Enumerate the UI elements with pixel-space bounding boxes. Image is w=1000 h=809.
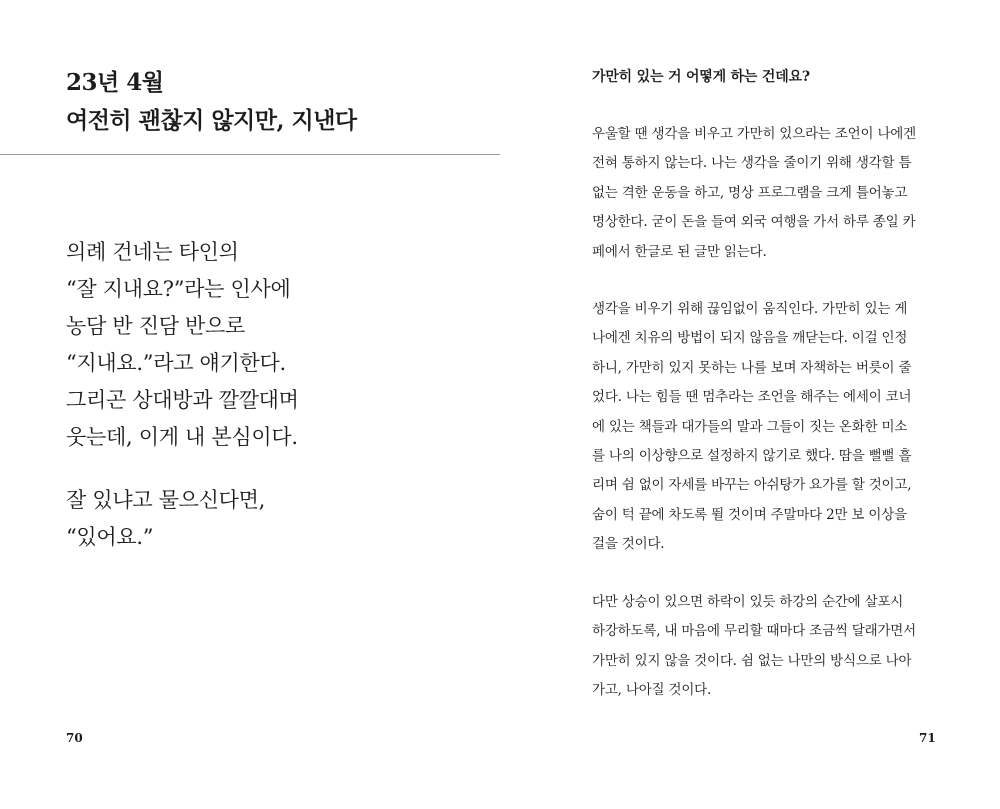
text-line: 에 있는 책들과 대가들의 말과 그들이 짓는 온화한 미소 xyxy=(592,418,908,435)
poem-line: 웃는데, 이게 내 본심이다. xyxy=(66,425,298,449)
right-page xyxy=(500,0,1000,809)
poem-stanza-2 xyxy=(66,482,486,556)
title-divider xyxy=(0,154,500,155)
text-line: 를 나의 이상향으로 설정하지 않기로 했다. 땀을 뻘뻘 흘 xyxy=(592,448,912,465)
poem-line: “있어요.” xyxy=(66,525,154,549)
text-line: 하강하도록, 내 마음에 무리할 때마다 조금씩 달래가면서 xyxy=(592,623,916,640)
body-text xyxy=(592,120,937,733)
text-line: 걸을 것이다. xyxy=(592,536,665,553)
poem xyxy=(66,234,486,582)
text-line: 전혀 통하지 않는다. 나는 생각을 줄이기 위해 생각할 틈 xyxy=(592,155,912,172)
text-line: 페에서 한글로 된 글만 읽는다. xyxy=(592,243,767,260)
text-line: 나에겐 치유의 방법이 되지 않음을 깨닫는다. 이걸 인정 xyxy=(592,330,908,347)
section-heading: 가만히 있는 거 어떻게 하는 건데요? xyxy=(592,69,810,85)
text-line: 없는 격한 운동을 하고, 명상 프로그램을 크게 틀어놓고 xyxy=(592,184,908,201)
text-line: 었다. 나는 힘들 땐 멈추라는 조언을 해주는 에세이 코너 xyxy=(592,389,912,406)
page-number-right: 71 xyxy=(919,731,936,745)
text-line: 가고, 나아질 것이다. xyxy=(592,681,712,698)
poem-stanza-1 xyxy=(66,234,486,456)
paragraph-2 xyxy=(592,295,937,560)
text-line: 숨이 턱 끝에 차도록 뛸 것이며 주말마다 2만 보 이상을 xyxy=(592,506,907,523)
paragraph-3 xyxy=(592,588,937,706)
text-line: 명상한다. 굳이 돈을 들여 외국 여행을 가서 하루 종일 카 xyxy=(592,214,916,231)
text-line: 생각을 비우기 위해 끊임없이 움직인다. 가만히 있는 게 xyxy=(592,301,908,318)
poem-line: 그리곤 상대방과 깔깔대며 xyxy=(66,388,299,412)
poem-line: 잘 있냐고 물으신다면, xyxy=(66,488,265,512)
page-number-left: 70 xyxy=(66,731,83,745)
text-line: 가만히 있지 않을 것이다. 쉼 없는 나만의 방식으로 나아 xyxy=(592,652,912,669)
paragraph-1 xyxy=(592,120,937,267)
poem-line: 농담 반 진담 반으로 xyxy=(66,314,246,338)
text-line: 하니, 가만히 있지 못하는 나를 보며 자책하는 버릇이 줄 xyxy=(592,359,912,376)
poem-line: “잘 지내요?”라는 인사에 xyxy=(66,277,291,301)
chapter-date: 23년 4월 xyxy=(66,69,164,96)
poem-line: “지내요.”라고 얘기한다. xyxy=(66,351,286,375)
text-line: 우울할 땐 생각을 비우고 가만히 있으라는 조언이 나에겐 xyxy=(592,126,916,142)
text-line: 다만 상승이 있으면 하락이 있듯 하강의 순간에 살포시 xyxy=(592,593,904,610)
poem-line: 의례 건네는 타인의 xyxy=(66,240,239,264)
chapter-title: 여전히 괜찮지 않지만, 지낸다 xyxy=(66,107,357,134)
text-line: 리며 쉼 없이 자세를 바꾸는 아쉬탕가 요가를 할 것이고, xyxy=(592,477,912,494)
